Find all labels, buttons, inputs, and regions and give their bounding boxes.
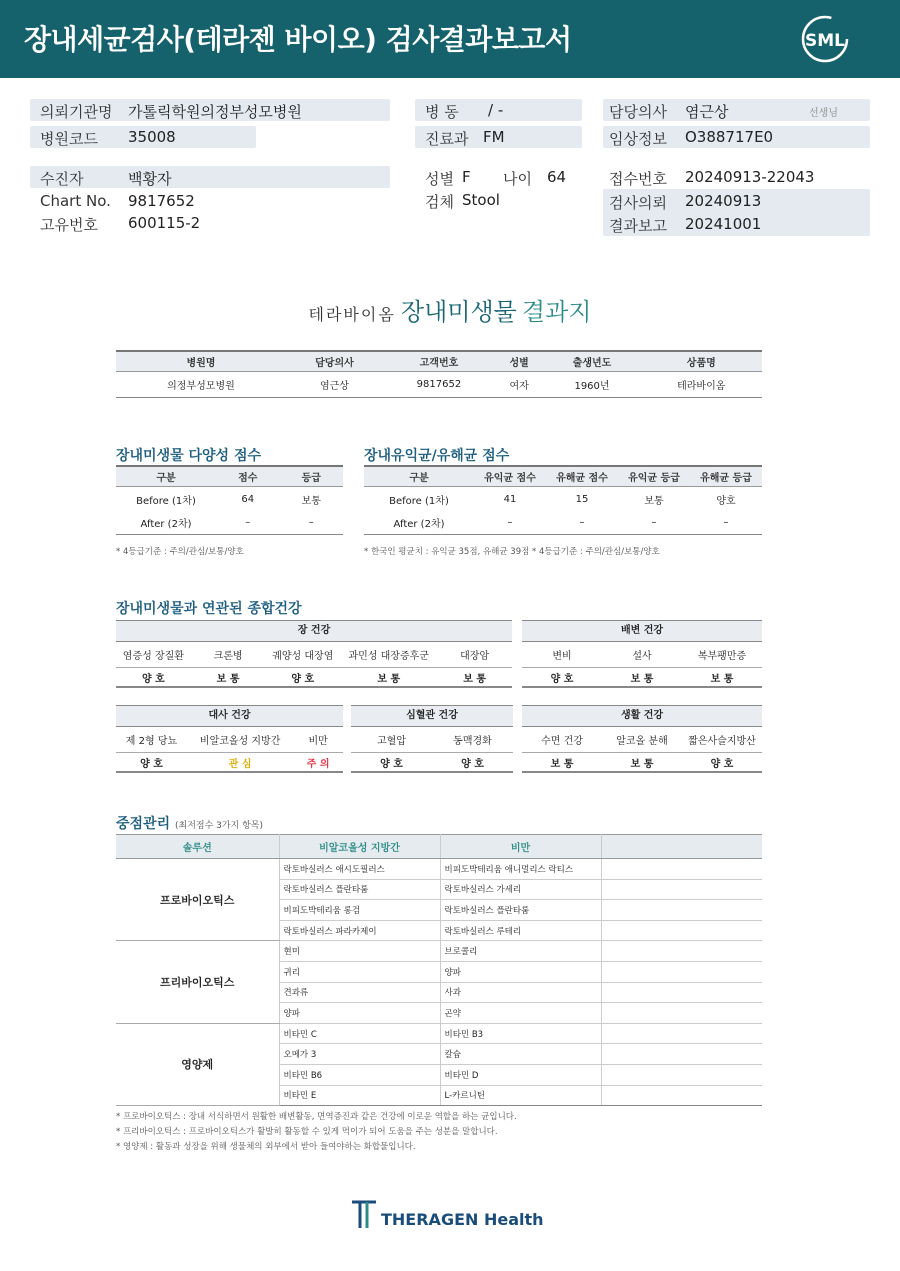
- bowel-col-constipation: 변비: [552, 651, 572, 662]
- report-header: [0, 0, 900, 78]
- info-sex-age: [415, 166, 585, 188]
- health-title: 장내미생물과 연관된 종합건강: [116, 601, 302, 617]
- hospital-code-label: 병원코드: [40, 130, 98, 148]
- clinical-value: O388717E0: [685, 128, 774, 146]
- beneficial-title: 장내유익균/유해균 점수: [364, 448, 510, 464]
- age-label: 나이: [503, 170, 532, 188]
- ben-after-good-score: –: [474, 512, 546, 534]
- focus-cell: 칼슘: [440, 1044, 601, 1065]
- gut-val-uc: 양 호: [291, 673, 315, 685]
- clinical-label: 임상정보: [609, 130, 667, 148]
- focus-cell: 락토바실러스 플란타룸: [279, 879, 440, 900]
- focus-cell-empty: [601, 900, 762, 921]
- focus-cell-empty: [601, 879, 762, 900]
- div-before-label: Before (1차): [136, 495, 196, 507]
- meta-col-fatty-liver: 비알코올성 지방간: [199, 736, 281, 747]
- focus-cell: 브로콜리: [440, 941, 601, 962]
- th-hospital: 병원명: [116, 351, 286, 371]
- info-doctor: [603, 99, 870, 121]
- institution-label: 의뢰기관명: [40, 103, 113, 121]
- receipt-label: 접수번호: [609, 170, 667, 188]
- ben-before-bad-grade: 양호: [716, 495, 736, 507]
- focus-cell-empty: [601, 1085, 762, 1106]
- info-report: [603, 213, 870, 235]
- focus-cell: 락토바실러스 애시도필러스: [279, 859, 440, 880]
- focus-title-main: 중점관리: [116, 816, 171, 832]
- focus-cell: 비타민 C: [279, 1023, 440, 1044]
- td-customer-no: 9817652: [383, 371, 495, 397]
- info-receipt: [603, 166, 870, 188]
- sml-logo-text: SML: [805, 31, 845, 51]
- focus-title: [116, 813, 263, 833]
- beneficial-note: * 한국인 평균치 : 유익균 35점, 유해균 39점 * 4등급기준 : 주의/관심/보통/양호: [364, 547, 660, 557]
- focus-cell-empty: [601, 982, 762, 1003]
- bowel-col-bloating: 복부팽만증: [697, 651, 747, 662]
- theragen-brand-text: THERAGEN Health: [381, 1210, 544, 1229]
- focus-cell: 락토바실러스 가세리: [440, 879, 601, 900]
- focus-cell: 비타민 B3: [440, 1023, 601, 1044]
- div-after-score: –: [216, 512, 280, 534]
- div-th-category: 구분: [116, 466, 216, 486]
- life-col-scfa: 짧은사슬지방산: [688, 736, 756, 747]
- meta-val-diabetes: 양 호: [140, 758, 163, 770]
- theragen-logo: [350, 1198, 544, 1230]
- result-title-brand: 테라바이옴: [308, 305, 396, 324]
- request-value: 20240913: [685, 192, 762, 210]
- meta-col-diabetes: 제 2형 당뇨: [125, 736, 178, 747]
- life-val-sleep: 보 통: [550, 758, 574, 770]
- focus-cell-empty: [601, 961, 762, 982]
- report-title: 장내세균검사(테라젠 바이오) 검사결과보고서: [24, 23, 572, 56]
- gut-col-ibd: 염증성 장질환: [122, 651, 184, 662]
- ben-before-bad-score: 15: [575, 493, 589, 505]
- cardio-col-atherosclerosis: 동맥경화: [453, 736, 492, 747]
- focus-cell: 비피도박테리움 롱검: [279, 900, 440, 921]
- bowel-health-header: 배변 건강: [522, 620, 762, 642]
- chart-value: 9817652: [128, 192, 195, 210]
- theragen-mark-icon: [350, 1198, 378, 1230]
- gut-val-cancer: 보 통: [463, 673, 487, 685]
- life-col-alcohol: 알코올 분해: [616, 736, 668, 747]
- focus-th-empty: [601, 835, 762, 859]
- focus-cell-empty: [601, 1044, 762, 1065]
- diversity-table: [116, 465, 343, 535]
- info-hospital-code: [30, 126, 256, 148]
- td-hospital: 의정부성모병원: [116, 371, 286, 397]
- gut-col-cancer: 대장암: [460, 651, 490, 662]
- focus-cell: 견과류: [279, 982, 440, 1003]
- focus-cell: 오메가 3: [279, 1044, 440, 1065]
- specimen-value: Stool: [462, 191, 500, 209]
- specimen-label: 검체: [425, 193, 454, 211]
- td-birth-year: 1960년: [543, 371, 640, 397]
- bowel-val-constipation: 양 호: [550, 673, 574, 685]
- info-ward: [415, 99, 582, 121]
- focus-note-prebiotics: * 프리바이오틱스 : 프로바이오틱스가 활발히 활동할 수 있게 먹이가 되어 도움을 주는 성분을 말합니다.: [116, 1127, 498, 1137]
- life-health-header: 생활 건강: [522, 705, 762, 727]
- ben-after-bad-score: –: [546, 512, 618, 534]
- report-label: 결과보고: [609, 217, 667, 235]
- ben-th-bad-grade: 유해균 등급: [690, 466, 762, 486]
- info-unique: [30, 212, 390, 234]
- focus-cell: 귀리: [279, 961, 440, 982]
- info-patient: [30, 166, 390, 188]
- diversity-title: 장내미생물 다양성 점수: [116, 448, 261, 464]
- patient-summary-table: [116, 350, 762, 398]
- ben-before-good-grade: 보통: [644, 495, 664, 507]
- dept-label: 진료과: [425, 130, 469, 148]
- focus-group-probiotics: 프로바이오틱스: [116, 859, 279, 941]
- result-title-suffix: 결과지: [521, 298, 592, 326]
- focus-cell-empty: [601, 941, 762, 962]
- focus-cell-empty: [601, 920, 762, 941]
- request-label: 검사의뢰: [609, 194, 667, 212]
- focus-cell-empty: [601, 1003, 762, 1024]
- info-request: [603, 190, 870, 212]
- doctor-label: 담당의사: [609, 103, 667, 121]
- info-clinical: [603, 126, 870, 148]
- bowel-col-diarrhea: 설사: [632, 651, 652, 662]
- report-value: 20241001: [685, 215, 762, 233]
- gut-val-ibs: 보 통: [377, 673, 401, 685]
- ben-th-good-score: 유익균 점수: [474, 466, 546, 486]
- info-institution: [30, 99, 390, 121]
- focus-cell: 양파: [279, 1003, 440, 1024]
- life-col-sleep: 수면 건강: [541, 736, 583, 747]
- focus-cell: 락토바실러스 루테리: [440, 920, 601, 941]
- focus-cell: 비타민 B6: [279, 1064, 440, 1085]
- gut-health-header: 장 건강: [116, 620, 512, 642]
- life-val-alcohol: 보 통: [630, 758, 654, 770]
- patient-value: 백황자: [128, 170, 172, 188]
- focus-cell: 락토바실러스 파라카제이: [279, 920, 440, 941]
- meta-col-obesity: 비만: [308, 736, 328, 747]
- ben-th-good-grade: 유익균 등급: [618, 466, 690, 486]
- focus-group-prebiotics: 프리바이오틱스: [116, 941, 279, 1023]
- patient-label: 수진자: [40, 170, 84, 188]
- td-doctor: 염근상: [286, 371, 383, 397]
- focus-th-obesity: 비만: [440, 835, 601, 859]
- focus-cell: 곤약: [440, 1003, 601, 1024]
- ben-after-good-grade: –: [618, 512, 690, 534]
- focus-cell: L-카르니틴: [440, 1085, 601, 1106]
- th-product: 상품명: [641, 351, 762, 371]
- focus-cell: 비타민 D: [440, 1064, 601, 1085]
- info-chart: [30, 190, 390, 212]
- cardio-val-hypertension: 양 호: [380, 758, 403, 770]
- focus-cell-empty: [601, 859, 762, 880]
- diversity-note: * 4등급기준 : 주의/관심/보통/양호: [116, 547, 244, 557]
- gut-col-crohn: 크론병: [213, 651, 243, 662]
- sex-value: F: [462, 168, 471, 186]
- gut-col-ibs: 과민성 대장증후군: [348, 651, 429, 662]
- beneficial-table: [364, 465, 762, 535]
- unique-label: 고유번호: [40, 216, 98, 234]
- div-after-grade: –: [280, 512, 344, 534]
- ben-after-bad-grade: –: [690, 512, 762, 534]
- ward-value: / -: [488, 101, 504, 119]
- focus-cell: 사과: [440, 982, 601, 1003]
- focus-title-sub: (최저점수 3가지 항목): [174, 821, 264, 831]
- focus-note-supplements: * 영양제 : 활동과 성장을 위해 생물체의 외부에서 받아 들여야하는 화합물입니다.: [116, 1142, 416, 1152]
- focus-th-fatty-liver: 비알코올성 지방간: [279, 835, 440, 859]
- meta-val-obesity: 주 의: [306, 758, 330, 770]
- receipt-value: 20240913-22043: [685, 168, 815, 186]
- bowel-val-diarrhea: 보 통: [630, 673, 654, 685]
- td-sex: 여자: [495, 371, 544, 397]
- ben-th-bad-score: 유해균 점수: [546, 466, 618, 486]
- unique-value: 600115-2: [128, 214, 201, 232]
- div-before-score: 64: [241, 493, 255, 505]
- focus-note-probiotics: * 프로바이오틱스 : 장내 서식하면서 원활한 배변활동, 면역증진과 같은 건강에 이로운 역할을 하는 균입니다.: [116, 1112, 517, 1122]
- focus-cell-empty: [601, 1064, 762, 1085]
- focus-cell: 비피도박테리움 애니멀리스 락티스: [440, 859, 601, 880]
- focus-table: [116, 834, 762, 1106]
- gut-val-crohn: 보 통: [216, 673, 240, 685]
- focus-cell: 비타민 E: [279, 1085, 440, 1106]
- focus-group-supplements: 영양제: [116, 1023, 279, 1105]
- div-th-score: 점수: [216, 466, 280, 486]
- chart-label: Chart No.: [40, 192, 111, 210]
- focus-th-solution: 솔루션: [116, 835, 279, 859]
- cardio-health-header: 심혈관 건강: [351, 705, 513, 727]
- gut-val-ibd: 양 호: [141, 673, 165, 685]
- bowel-val-bloating: 보 통: [710, 673, 734, 685]
- dept-value: FM: [483, 128, 505, 146]
- th-doctor: 담당의사: [286, 351, 383, 371]
- ben-before-good-score: 41: [503, 493, 517, 505]
- life-val-scfa: 양 호: [710, 758, 734, 770]
- focus-cell: 현미: [279, 941, 440, 962]
- th-sex: 성별: [495, 351, 544, 371]
- ward-label: 병 동: [425, 103, 459, 121]
- ben-before-label: Before (1차): [389, 495, 449, 507]
- ben-th-category: 구분: [364, 466, 474, 486]
- doctor-value: 염근상: [685, 103, 729, 121]
- info-dept: [415, 126, 582, 148]
- cardio-col-hypertension: 고혈압: [377, 736, 406, 747]
- gut-col-uc: 궤양성 대장염: [272, 651, 334, 662]
- div-before-grade: 보통: [301, 495, 321, 507]
- sml-logo-icon: [800, 14, 850, 64]
- div-after-label: After (2차): [116, 512, 216, 534]
- meta-val-fatty-liver: 관 심: [228, 758, 252, 770]
- info-specimen: [415, 189, 585, 211]
- div-th-grade: 등급: [280, 466, 344, 486]
- institution-value: 가톨릭학원의정부성모병원: [128, 103, 302, 121]
- focus-cell-empty: [601, 1023, 762, 1044]
- metabolic-health-header: 대사 건강: [116, 705, 343, 727]
- age-value: 64: [547, 168, 567, 186]
- doctor-suffix: 선생님: [809, 108, 838, 119]
- th-birth-year: 출생년도: [543, 351, 640, 371]
- th-customer-no: 고객번호: [383, 351, 495, 371]
- focus-cell: 락토바실러스 플란타룸: [440, 900, 601, 921]
- result-title-main: 장내미생물: [400, 298, 517, 326]
- td-product: 테라바이옴: [641, 371, 762, 397]
- result-title: [0, 292, 900, 327]
- sex-label: 성별: [425, 170, 454, 188]
- focus-cell: 양파: [440, 961, 601, 982]
- cardio-val-atherosclerosis: 양 호: [461, 758, 484, 770]
- hospital-code-value: 35008: [128, 128, 176, 146]
- ben-after-label: After (2차): [364, 512, 474, 534]
